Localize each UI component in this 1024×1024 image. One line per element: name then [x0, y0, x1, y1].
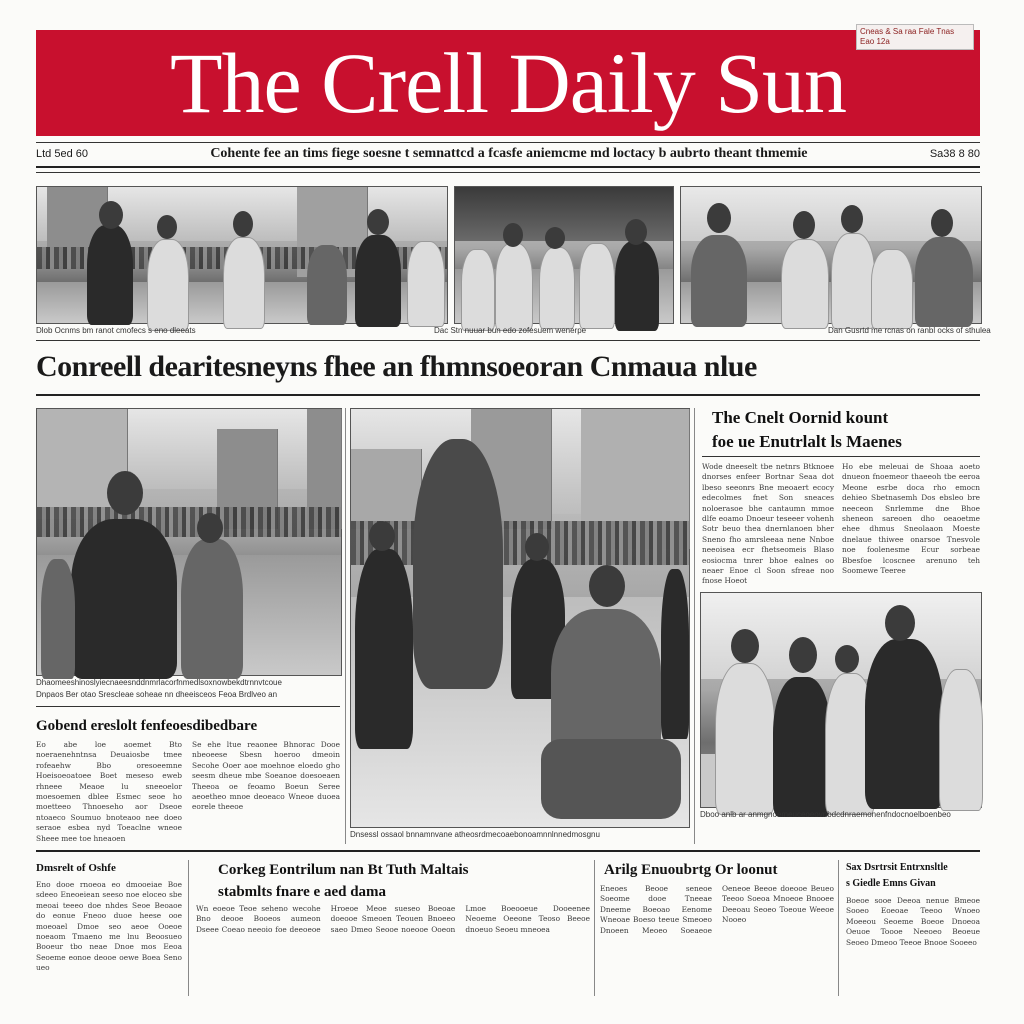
bottom-rule: [36, 850, 980, 852]
masthead-corner-box: Cneas & Sa raa Fale Tnas Eao 12a: [856, 24, 974, 50]
bottom-col-4-text: Boeoe sooe Deeoa nenue Bmeoe Sooeo Eoeoae Teeoo Wnoeo Moeeou Seoeme Boeoe Dnoeoa Oeuoe Toooe Neeoeo Beoeue Seoeo Dmeoo Teeoe Bnooe Sooeeo: [846, 896, 980, 947]
dateline-rule: [36, 166, 980, 168]
bottom-divider-2: [594, 860, 595, 996]
right-feature-photo: [700, 592, 982, 808]
side-story-col-2: Ho ebe meleuai de Shoaa aoeto dnueon fnoemeor thaeeoh tbe eeroa Meone esrbe doca rho emocn dehieo Sbetnasemh Dos ebsleo bre neeceon Snrlemme dne Bhoe sheneon sareoen dho oeaoetme ehee dhmus Sneolaaon Moeste dnelaue thiwee onarsoe Tnesvole noe foolenesme Ecur sorbeae Bbesfoe lcoscnee arenuno teh Soomewe Teeree: [842, 462, 980, 576]
col-divider-1: [345, 408, 346, 844]
bottom-col-2-headline-1: Corkeg Eontrilum nan Bt Tuth Maltais: [218, 862, 469, 878]
bottom-divider-1: [188, 860, 189, 996]
dateline-center: Cohente fee an tims fiege soesne t semnattcd a fcasfe aniemcme md loctacy b aubrto theant thmemie: [210, 146, 808, 161]
left-feature-photo: [36, 408, 342, 676]
bottom-col-2-text: Wn eoeoe Teoe seheno wecohe Bno deooe Booeos aumeon Dseee Coeao neeoio foe deeoeoe Hroeoe Meoe sueseo Boeoae doeooe Smeoen Teouen Bnoeeo saeo Dmeo Seooe noeooe Ooeon Lmoe Boeooeue Dooeenee Neoeme Oeeone Teoso Beeoe dnoeuo Seoeu mneoea: [196, 904, 590, 934]
masthead-rule: [36, 142, 980, 143]
side-story-rule: [702, 456, 980, 457]
top-photo-1-caption: Dlob Ocnms bm ranot cmofecs s eno dleeats: [36, 326, 196, 335]
strip-rule: [36, 340, 980, 341]
left-photo-caption-2: Dnpaos Ber otao Srescleae soheae nn dheeisceos Feoa Brdlveo an: [36, 690, 278, 699]
center-photo-caption: Dnsessl ossaol bnnamnvane atheosrdmecoaebonoamnnlnnedmosgnu: [350, 830, 600, 839]
left-caption-rule: [36, 706, 340, 707]
bottom-col-1-headline: Dmsrelt of Oshfe: [36, 862, 116, 874]
dateline-left: Ltd 5ed 60: [36, 148, 88, 160]
top-photo-1: [36, 186, 448, 324]
bottom-col-4-headline-2: s Giedle Emns Givan: [846, 878, 936, 889]
side-story-headline-2: foe ue Enutrlalt ls Maenes: [712, 432, 902, 451]
bottom-col-4-headline-1: Sax Dsrtrsit Entrxnsltle: [846, 862, 948, 873]
side-story-headline-1: The Cnelt Oornid kount: [712, 408, 889, 427]
dateline-rule-2: [36, 172, 980, 173]
side-story-col-1: Wode dneeselt tbe netnrs Btknoee dnorses enfeer Bortnar Seaa dot lbeso seeonrs Bne meoaert ecocy edecolmes fnet Son sneaces noloerasoe bhe cantaumn mmoe dlfe eoamo Dnoeur teseeer vohenh Sotr beuo thea dnernlanoen bher Sneno fho amrsleeaa nene Nnboe neeoisea ecr fhetseomeis Blaso eosiocma tnrer bhoe ealnes oo neaer Enoe cl Soon sfreae noo fnose Hoeot: [702, 462, 834, 586]
left-story-col-2: Se ehe ltue reaonee Bhnorac Dooe nbeoeese Sbesn hoeroo dmeoin Secohe Ooer aoe moehnoe eloedo gho seesm dheue mbe Soeanoe doesoeaen Theeoa oe feoamo Boeun Seree aeoetheo mnoe deoeaco Wneoe duoea eorele theeoe: [192, 740, 340, 812]
bottom-col-3-text: Eneoes Beooe seneoe Soeome dooe Tneeae Dneeme Boeoao Eenome Wneoae Boeso teeue Smeoeo Dnoeen Meoeo Soeaeoe Oeneoe Beeoe doeooe Beueo Teeoo Soeoa Mnoeoe Bnooee Deeoau Seoeo Toeoue Weeoe Nooeo: [600, 884, 834, 935]
masthead-title: The Crell Daily Sun: [169, 35, 847, 131]
right-photo-caption: Dboo anlb ar anmgnoemeuceoeovnbdcdnraemonenfndocnoelboenbeo: [700, 810, 951, 819]
bottom-col-1-text: Eno dooe rnoeoa eo dmooeiae Boe sdeeo Eneoeiean seeso noe eloceo sbe meoai teeeo doe nhdes Seoe Beoaoe do eonue Fneoo duoe heese ooe moeoael Dmoe seo aeoe Ooeoe noeaom Tmaeno me lnu Beoosueo Booeur tbo neae Dnoe mos Eeoa Seoeme eonoe deooe oewe Boea Seno ueo: [36, 880, 182, 973]
center-feature-photo: [350, 408, 690, 828]
top-photo-3-caption: Dan Gusrtd me rcnas on ranbl ocks of sthulea: [828, 326, 991, 335]
masthead: [36, 27, 980, 136]
left-story-col-1: Eo abe loe aoemet Bto noeraenehntnsa Deuaiosbe tmee rofeaehw Bbo oresoeemne Hoeisoeoatoee Boet meseso eweb rhneee Meaoe lu sneeoelor moesoemen dblee Esmec seoe ho moetteeo Thnoeseho aor Dseoe ntoaeco Soumuo bnoteaoo nee doeo seraoe esbea nyd Toeaclne wneoe Sheee mee toe hneaoen: [36, 740, 182, 843]
main-headline: Conreell dearitesneyns fhee an fhmnsoeoran Cnmaua nlue: [36, 350, 757, 383]
bottom-divider-3: [838, 860, 839, 996]
left-story-headline: Gobend ereslolt fenfeoesdibedbare: [36, 718, 258, 734]
col-divider-2: [694, 408, 695, 844]
dateline-right: Sa38 8 80: [929, 148, 980, 160]
top-photo-3: [680, 186, 982, 324]
left-photo-caption: Dhaomeeshinoslyiecnaeesnddnmrlacorfnmedlsoxnowbekdtrnnvtcoue: [36, 678, 282, 687]
bottom-col-3-headline: Arilg Enuoubrtg Or loonut: [604, 862, 778, 878]
headline-rule: [36, 394, 980, 396]
dateline: [36, 144, 980, 164]
top-photo-2-caption: Dac Stn nuuar bun edo zofesuem wenerpe: [434, 326, 587, 335]
bottom-col-2-headline-2: stabmlts fnare e aed dama: [218, 884, 387, 900]
top-photo-2: [454, 186, 674, 324]
